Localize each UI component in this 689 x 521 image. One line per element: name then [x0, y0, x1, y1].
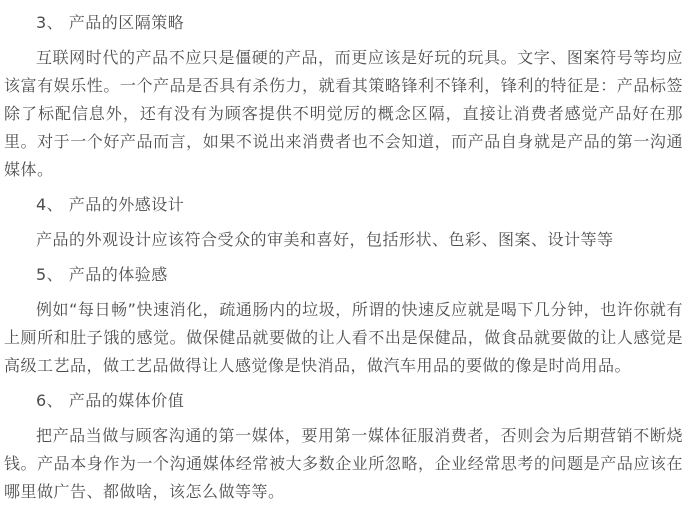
- section-paragraph: 把产品当做与顾客沟通的第一媒体，要用第一媒体征服消费者，否则会为后期营销不断烧钱。产品本身作为一个沟通媒体经常被大多数企业所忽略，企业经常思考的问题是产品应该在哪里做广告、都做啥，该怎么做等等。: [4, 426, 683, 501]
- section-paragraph: 产品的外观设计应该符合受众的审美和喜好，包括形状、色彩、图案、设计等等: [36, 230, 614, 249]
- section-paragraph: 例如“每日畅”快速消化，疏通肠内的垃圾，所谓的快速反应就是喝下几分钟，也许你就有上厕所和肚子饿的感觉。做保健品就要做的让人看不出是保健品，做食品就要做的让人感觉是高级工艺品，做工艺品做得让人感觉像是快消品，做汽车用品的要做的像是时尚用品。: [4, 300, 683, 375]
- section-heading: 3、 产品的区隔策略: [36, 13, 185, 32]
- section-heading: 5、 产品的体验感: [36, 265, 168, 284]
- section-paragraph: 互联网时代的产品不应只是僵硬的产品，而更应该是好玩的玩具。文字、图案符号等均应该富有娱乐性。一个产品是否具有杀伤力，就看其策略锋利不锋利，锋利的特征是：产品标签除了标配信息外，还有没有为顾客提供不明觉厉的概念区隔，直接让消费者感觉产品好在那里。对于一个好产品而言，如果不说出来消费者也不会知道，而产品自身就是产品的第一沟通媒体。: [4, 48, 683, 179]
- section-heading: 6、 产品的媒体价值: [36, 391, 185, 410]
- section-heading: 4、 产品的外感设计: [36, 195, 185, 214]
